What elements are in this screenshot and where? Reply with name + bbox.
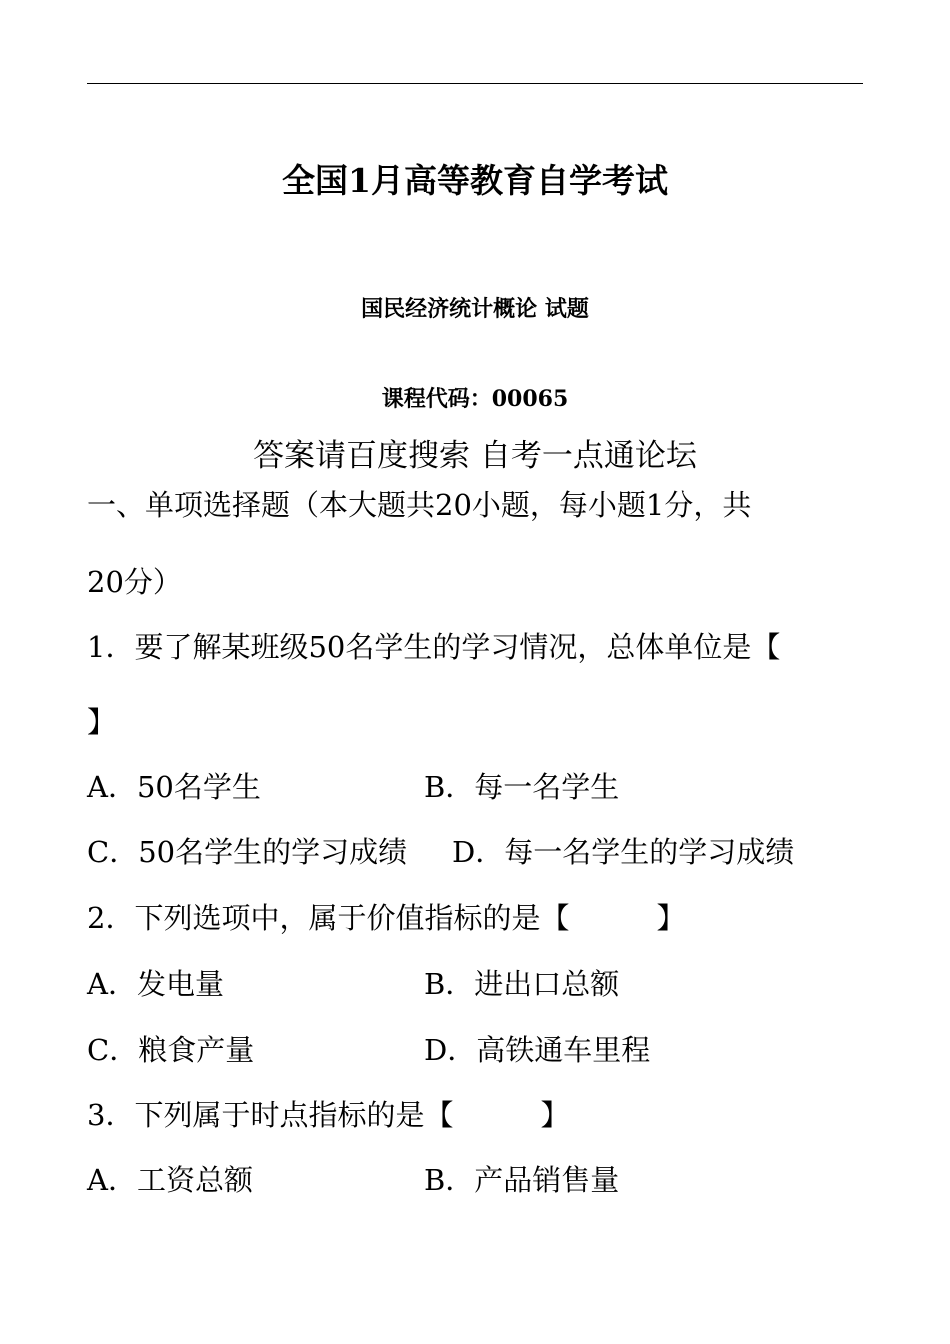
question-2-stem: 2．下列选项中，属于价值指标的是【 】 (87, 901, 686, 935)
question-1-stem: 1．要了解某班级50名学生的学习情况，总体单位是【 (87, 630, 781, 664)
question-2-option-c: C．粮食产量 (87, 1033, 255, 1067)
question-2-option-d: D．高铁通车里程 (424, 1033, 651, 1067)
question-2-option-a: A．发电量 (87, 967, 224, 1001)
notice-text: 答案请百度搜索 自考一点通论坛 (253, 438, 697, 474)
question-3-option-a: A．工资总额 (87, 1163, 253, 1197)
question-3-stem: 3．下列属于时点指标的是【 】 (87, 1098, 570, 1132)
section-heading-cont: 20分） (87, 565, 182, 599)
question-1-option-a: A．50名学生 (87, 770, 261, 804)
question-1-stem-cont: 】 (87, 705, 117, 739)
section-heading: 一、单项选择题（本大题共20小题，每小题1分，共 (87, 488, 752, 522)
header-rule (87, 83, 863, 84)
exam-title: 全国1月高等教育自学考试 (282, 161, 668, 200)
question-1-option-d: D．每一名学生的学习成绩 (452, 835, 795, 869)
question-2-option-b: B．进出口总额 (424, 967, 620, 1001)
subject-title: 国民经济统计概论 试题 (361, 296, 589, 322)
course-code: 课程代码：00065 (381, 386, 569, 412)
question-1-option-b: B．每一名学生 (424, 770, 620, 804)
question-3-option-b: B．产品销售量 (424, 1163, 620, 1197)
question-1-option-c: C．50名学生的学习成绩 (87, 835, 408, 869)
